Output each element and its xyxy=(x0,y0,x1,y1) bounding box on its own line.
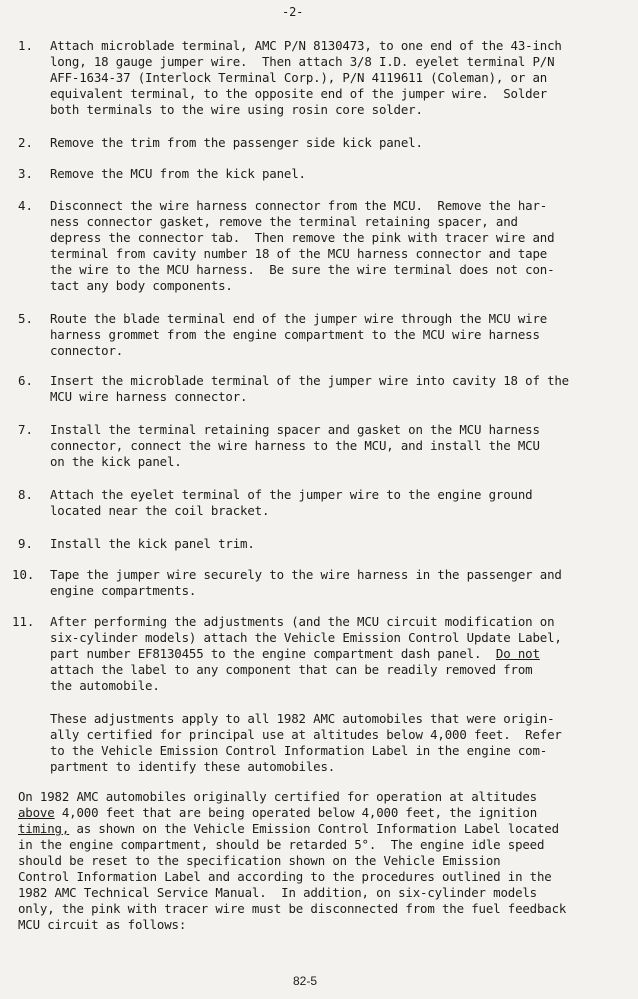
item-text-line: long, 18 gauge jumper wire. Then attach 3/8 I.D. eyelet terminal P/N xyxy=(50,54,555,69)
item-text-line: depress the connector tab. Then remove the pink with tracer wire and xyxy=(50,230,555,245)
item-text-line: the automobile. xyxy=(50,678,160,693)
item-number: 1. xyxy=(18,38,33,53)
item-text-line: After performing the adjustments (and the MCU circuit modification on xyxy=(50,614,555,629)
paragraph-segment: as shown on the Vehicle Emission Control Information Label located xyxy=(69,821,559,836)
item-number: 10. xyxy=(12,567,35,582)
item-text-line: the wire to the MCU harness. Be sure the wire terminal does not con- xyxy=(50,262,555,277)
item-number: 5. xyxy=(18,311,33,326)
item-number: 6. xyxy=(18,373,33,388)
item-number: 7. xyxy=(18,422,33,437)
do-not-emphasis: Do not xyxy=(495,646,540,661)
paragraph-line: in the engine compartment, should be retarded 5°. The engine idle speed xyxy=(18,837,545,852)
paragraph-line xyxy=(18,821,559,837)
item-number: 4. xyxy=(18,198,33,213)
paragraph-line xyxy=(18,805,537,821)
item-number: 11. xyxy=(12,614,35,629)
item-text-line: Attach the eyelet terminal of the jumper wire to the engine ground xyxy=(50,487,533,502)
above-emphasis: above xyxy=(18,805,55,820)
item-number: 9. xyxy=(18,536,33,551)
item-text-line: both terminals to the wire using rosin core solder. xyxy=(50,102,423,117)
item-text-line: MCU wire harness connector. xyxy=(50,389,248,404)
page-number: 82-5 xyxy=(293,974,318,988)
timing-emphasis: timing, xyxy=(18,821,70,836)
item-number: 3. xyxy=(18,166,33,181)
paragraph-line: Control Information Label and according to the procedures outlined in the xyxy=(18,869,552,884)
paragraph-line: should be reset to the specification shown on the Vehicle Emission xyxy=(18,853,501,868)
item-text-line: connector, connect the wire harness to the MCU, and install the MCU xyxy=(50,438,540,453)
note-text-line: to the Vehicle Emission Control Information Label in the engine com- xyxy=(50,743,548,758)
item-text-line: Tape the jumper wire securely to the wire harness in the passenger and xyxy=(50,567,562,582)
item-text-line: located near the coil bracket. xyxy=(50,503,270,518)
item-text-line: harness grommet from the engine compartment to the MCU wire harness xyxy=(50,327,540,342)
item-text-line: Attach microblade terminal, AMC P/N 8130473, to one end of the 43-inch xyxy=(50,38,562,53)
item-text-line: Remove the trim from the passenger side kick panel. xyxy=(50,135,423,150)
item-number: 2. xyxy=(18,135,33,150)
item-text-line: Install the kick panel trim. xyxy=(50,536,255,551)
note-text-line: ally certified for principal use at altitudes below 4,000 feet. Refer xyxy=(50,727,562,742)
note-text-line: partment to identify these automobiles. xyxy=(50,759,336,774)
paragraph-segment: 4,000 feet that are being operated below 4,000 feet, the ignition xyxy=(54,805,538,820)
page-header: -2- xyxy=(282,5,304,19)
item-text-line: terminal from cavity number 18 of the MCU harness connector and tape xyxy=(50,246,548,261)
paragraph-line: 1982 AMC Technical Service Manual. In addition, on six-cylinder models xyxy=(18,885,537,900)
item-text-line: equivalent terminal, to the opposite end of the jumper wire. Solder xyxy=(50,86,548,101)
item-text-line: Remove the MCU from the kick panel. xyxy=(50,166,306,181)
item-text-line xyxy=(50,646,540,662)
item-text-line: AFF-1634-37 (Interlock Terminal Corp.), P/N 4119611 (Coleman), or an xyxy=(50,70,548,85)
item-text-line: Insert the microblade terminal of the jumper wire into cavity 18 of the xyxy=(50,373,569,388)
item-text-segment: part number EF8130455 to the engine compartment dash panel. xyxy=(50,646,496,661)
item-text-line: Route the blade terminal end of the jumper wire through the MCU wire xyxy=(50,311,548,326)
paragraph-line: MCU circuit as follows: xyxy=(18,917,187,932)
item-text-line: attach the label to any component that can be readily removed from xyxy=(50,662,533,677)
paragraph-line: On 1982 AMC automobiles originally certified for operation at altitudes xyxy=(18,789,537,804)
paragraph-line: only, the pink with tracer wire must be disconnected from the fuel feedback xyxy=(18,901,567,916)
item-text-line: Install the terminal retaining spacer and gasket on the MCU harness xyxy=(50,422,540,437)
item-number: 8. xyxy=(18,487,33,502)
item-text-line: engine compartments. xyxy=(50,583,197,598)
item-text-line: six-cylinder models) attach the Vehicle Emission Control Update Label, xyxy=(50,630,562,645)
item-text-line: on the kick panel. xyxy=(50,454,182,469)
note-text-line: These adjustments apply to all 1982 AMC automobiles that were origin- xyxy=(50,711,555,726)
item-text-line: tact any body components. xyxy=(50,278,233,293)
item-text-line: ness connector gasket, remove the terminal retaining spacer, and xyxy=(50,214,518,229)
item-text-line: connector. xyxy=(50,343,124,358)
item-text-line: Disconnect the wire harness connector from the MCU. Remove the har- xyxy=(50,198,548,213)
